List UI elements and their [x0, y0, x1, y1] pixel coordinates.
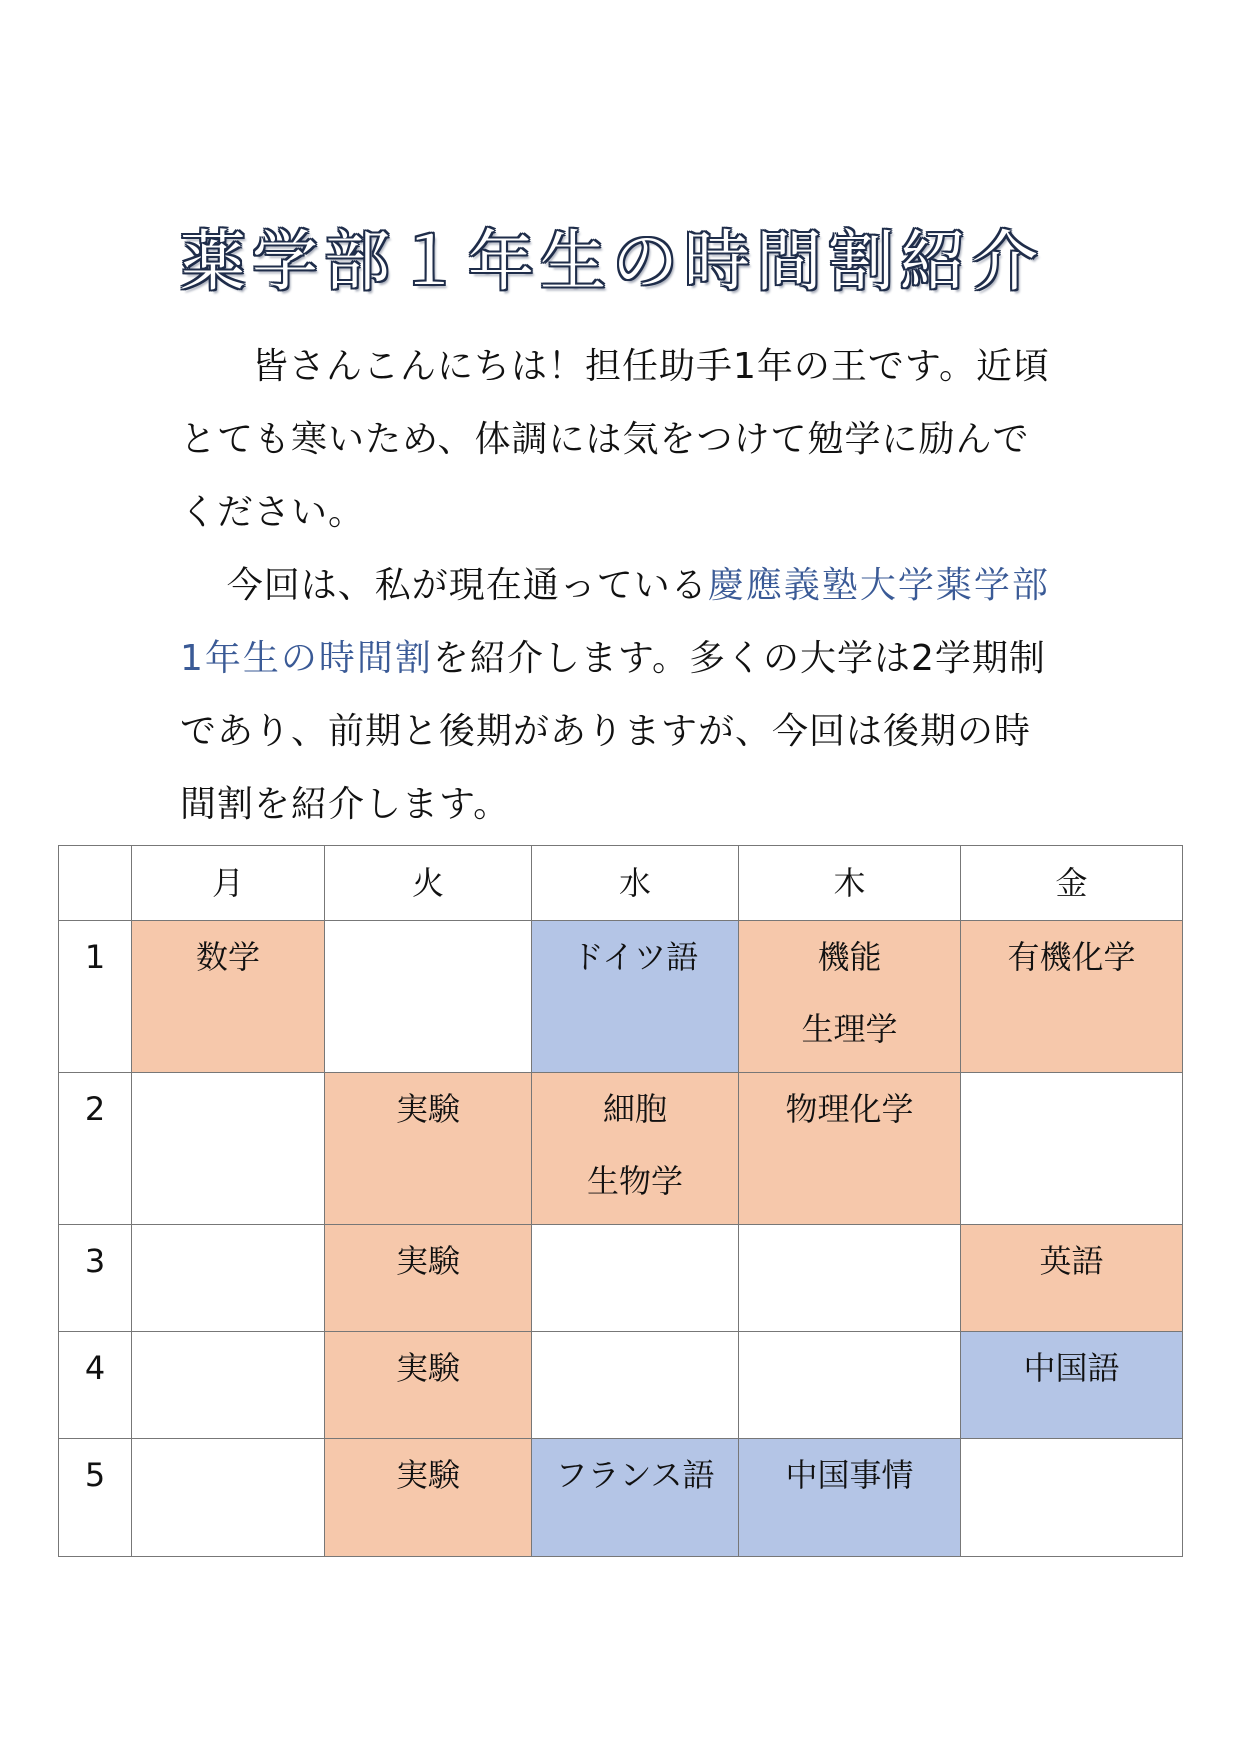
timetable-row	[59, 1332, 1183, 1439]
day-header-mon: 月	[132, 846, 325, 921]
course-name: 機能	[817, 938, 882, 976]
timetable-row	[59, 1439, 1183, 1557]
timetable-cell	[739, 1332, 961, 1439]
intro-p2-after: を紹介します。多くの大学は2学期制であり、前期と後期がありますが、今回は後期の時間割を紹介します。	[180, 638, 1046, 825]
timetable	[58, 845, 1183, 1557]
course-name: フランス語	[555, 1456, 715, 1494]
timetable-cell	[325, 1332, 532, 1439]
intro-paragraph-1: 皆さんこんにちは！担任助手1年の王です。近頃とても寒いため、体調には気をつけて勉学に励んでください。	[180, 346, 1051, 533]
intro-paragraph-2	[180, 549, 1060, 841]
timetable-row	[59, 1073, 1183, 1225]
period-number: 4	[59, 1332, 132, 1439]
timetable-row	[59, 1225, 1183, 1332]
day-header-tue: 火	[325, 846, 532, 921]
timetable-cell	[532, 1225, 739, 1332]
timetable-cell	[739, 921, 961, 1073]
course-name: 実験	[395, 1349, 460, 1387]
intro-p2-accent: 慶應義塾大学薬学部1年生の時間割	[180, 565, 1050, 679]
timetable-cell	[739, 1073, 961, 1225]
timetable-cell	[532, 1332, 739, 1439]
timetable-cell	[132, 1332, 325, 1439]
course-name: 実験	[395, 1242, 460, 1280]
intro-p2-before: 今回は、私が現在通っている	[226, 565, 708, 606]
course-name: 生物学	[586, 1162, 683, 1200]
intro-text	[180, 330, 1060, 841]
course-name: 生理学	[801, 1010, 898, 1048]
course-name: 中国語	[1023, 1349, 1120, 1387]
timetable-corner-cell	[59, 846, 132, 921]
course-name: 細胞	[602, 1090, 667, 1128]
timetable-cell	[325, 1225, 532, 1332]
timetable-cell	[739, 1439, 961, 1557]
course-name: 有機化学	[1007, 938, 1136, 976]
timetable-cell	[132, 1225, 325, 1332]
course-name: 物理化学	[785, 1090, 914, 1128]
page-title: 薬学部１年生の時間割紹介	[180, 223, 1044, 300]
timetable-header-row	[59, 846, 1183, 921]
timetable-cell	[132, 921, 325, 1073]
timetable-cell	[132, 1073, 325, 1225]
course-name: 中国事情	[785, 1456, 914, 1494]
timetable-cell	[532, 1073, 739, 1225]
day-header-thu: 木	[739, 846, 961, 921]
timetable-cell	[325, 1073, 532, 1225]
period-number: 5	[59, 1439, 132, 1557]
period-number: 2	[59, 1073, 132, 1225]
course-name: 英語	[1039, 1242, 1104, 1280]
timetable-cell	[961, 1073, 1183, 1225]
period-number: 1	[59, 921, 132, 1073]
timetable-cell	[532, 921, 739, 1073]
timetable-cell	[532, 1439, 739, 1557]
timetable-cell	[961, 1225, 1183, 1332]
timetable-cell	[325, 1439, 532, 1557]
course-name: 数学	[195, 938, 260, 976]
timetable-cell	[961, 921, 1183, 1073]
day-header-fri: 金	[961, 846, 1183, 921]
timetable-cell	[961, 1332, 1183, 1439]
course-name: ドイツ語	[571, 938, 699, 976]
timetable-cell	[961, 1439, 1183, 1557]
timetable-cell	[325, 921, 532, 1073]
timetable-cell	[739, 1225, 961, 1332]
timetable-body	[59, 921, 1183, 1557]
course-name: 実験	[395, 1090, 460, 1128]
period-number: 3	[59, 1225, 132, 1332]
timetable-row	[59, 921, 1183, 1073]
course-name: 実験	[395, 1456, 460, 1494]
timetable-cell	[132, 1439, 325, 1557]
day-header-wed: 水	[532, 846, 739, 921]
